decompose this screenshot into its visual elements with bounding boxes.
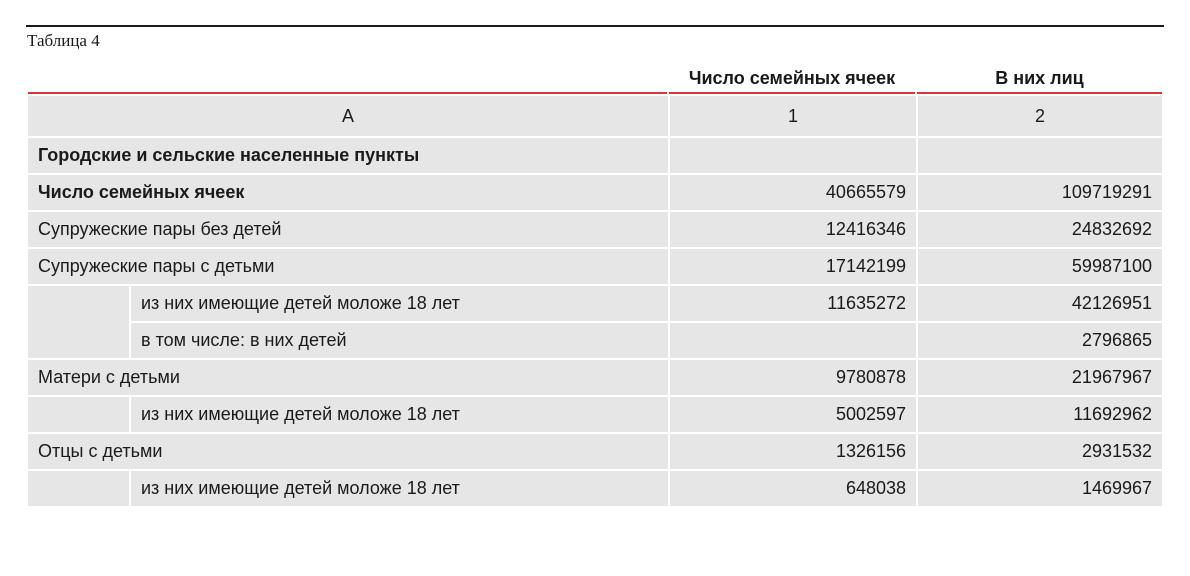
row-value-persons: 42126951 bbox=[917, 285, 1162, 322]
row-label: Число семейных ячеек bbox=[28, 174, 669, 211]
row-label: Городские и сельские населенные пункты bbox=[28, 137, 669, 174]
row-value-persons: 24832692 bbox=[917, 211, 1162, 248]
row-value-families: 5002597 bbox=[669, 396, 917, 433]
table-row bbox=[28, 433, 1162, 470]
letter-2: 2 bbox=[917, 96, 1162, 137]
row-value-families: 11635272 bbox=[669, 285, 917, 322]
row-value-persons: 2796865 bbox=[917, 322, 1162, 359]
row-label: в том числе: в них детей bbox=[130, 322, 669, 359]
row-value-families: 17142199 bbox=[669, 248, 917, 285]
row-value-persons: 59987100 bbox=[917, 248, 1162, 285]
row-label: Отцы с детьми bbox=[28, 433, 669, 470]
column-headers bbox=[28, 64, 1162, 92]
row-label: Супружеские пары с детьми bbox=[28, 248, 669, 285]
table-row bbox=[28, 211, 1162, 248]
table-caption: Таблица 4 bbox=[27, 31, 100, 50]
indent-cell bbox=[28, 396, 130, 433]
row-value-families: 12416346 bbox=[669, 211, 917, 248]
table-row bbox=[28, 285, 1162, 322]
column-header-families: Число семейных ячеек bbox=[669, 64, 915, 94]
row-value-families bbox=[669, 137, 917, 174]
table-row bbox=[28, 322, 1162, 359]
row-value-families: 40665579 bbox=[669, 174, 917, 211]
row-value-persons: 2931532 bbox=[917, 433, 1162, 470]
row-value-persons: 109719291 bbox=[917, 174, 1162, 211]
table-row-letters bbox=[28, 96, 1162, 137]
row-label: Матери с детьми bbox=[28, 359, 669, 396]
row-label: Супружеские пары без детей bbox=[28, 211, 669, 248]
table-row bbox=[28, 174, 1162, 211]
row-label: из них имеющие детей моложе 18 лет bbox=[130, 285, 669, 322]
column-header-persons: В них лиц bbox=[917, 64, 1162, 94]
row-value-persons: 11692962 bbox=[917, 396, 1162, 433]
letter-a: А bbox=[28, 96, 669, 137]
indent-cell bbox=[28, 285, 130, 359]
table-row bbox=[28, 359, 1162, 396]
row-value-families bbox=[669, 322, 917, 359]
table-row bbox=[28, 470, 1162, 507]
column-header-label bbox=[28, 64, 667, 94]
row-value-families: 1326156 bbox=[669, 433, 917, 470]
row-value-persons bbox=[917, 137, 1162, 174]
row-label: из них имеющие детей моложе 18 лет bbox=[130, 470, 669, 507]
family-table bbox=[28, 96, 1162, 508]
row-label: из них имеющие детей моложе 18 лет bbox=[130, 396, 669, 433]
table-row bbox=[28, 396, 1162, 433]
row-value-families: 9780878 bbox=[669, 359, 917, 396]
top-rule bbox=[26, 25, 1164, 27]
row-value-persons: 21967967 bbox=[917, 359, 1162, 396]
letter-1: 1 bbox=[669, 96, 917, 137]
table-row bbox=[28, 137, 1162, 174]
row-value-persons: 1469967 bbox=[917, 470, 1162, 507]
indent-cell bbox=[28, 470, 130, 507]
row-value-families: 648038 bbox=[669, 470, 917, 507]
table-row bbox=[28, 248, 1162, 285]
